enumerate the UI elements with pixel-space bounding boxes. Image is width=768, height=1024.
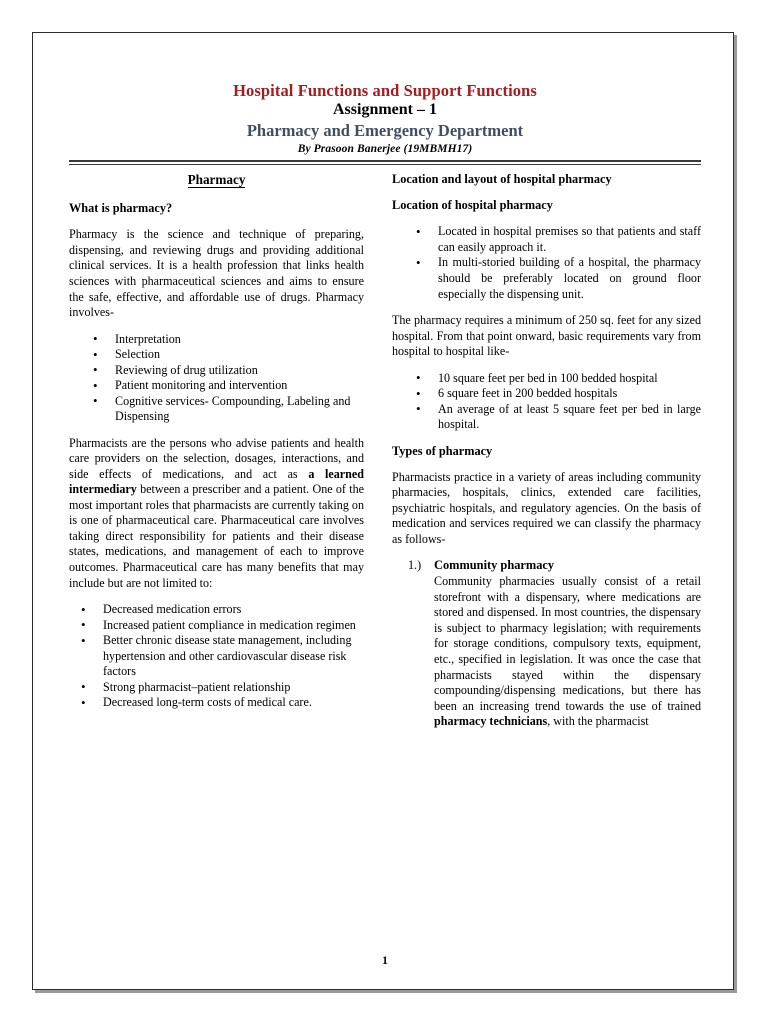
- list-item: • 10 square feet per bed in 100 bedded hospital: [392, 371, 701, 387]
- document-title-main: Hospital Functions and Support Functions: [233, 81, 537, 100]
- list-item: • Decreased medication errors: [69, 602, 364, 618]
- types-of-pharmacy-paragraph: Pharmacists practice in a variety of areas including community pharmacies, hospitals, clinics, extended care facilities, psychiatric hospitals, and regulatory agencies. On the basis of medication and services required we can classify the pharmacy as follows-: [392, 469, 701, 546]
- what-is-pharmacy-heading: What is pharmacy?: [69, 201, 173, 216]
- document-title-subtitle: Pharmacy and Emergency Department: [246, 121, 524, 141]
- pharmacists-paragraph-bold-phrase: a learned intermediary: [69, 466, 364, 497]
- list-item: • Located in hospital premises so that patients and staff can easily approach it.: [392, 224, 701, 255]
- types-of-pharmacy-heading: Types of pharmacy: [392, 443, 493, 458]
- pharmacists-paragraph: [69, 436, 364, 591]
- header-divider-rule: [69, 160, 701, 165]
- page-border-frame: [32, 32, 734, 990]
- pharmacy-definition-paragraph: Pharmacy is the science and technique of preparing, dispensing, and reviewing drugs and providing additional clinical services. It is a health profession that links health sciences with pharmaceutical sciences and aims to ensure the safe, effective, and affordable use of drugs. Pharmacy involves-: [69, 227, 364, 320]
- location-heading: Location of hospital pharmacy: [392, 198, 553, 213]
- pharmaceutical-care-benefits-list: [69, 602, 364, 711]
- list-item: • Cognitive services- Compounding, Labeling and Dispensing: [69, 394, 364, 425]
- list-item: • An average of at least 5 square feet per bed in large hospital.: [392, 402, 701, 433]
- document-byline: By Prasoon Banerjee (19MBMH17): [297, 142, 473, 155]
- list-item: • Strong pharmacist–patient relationship: [69, 680, 364, 696]
- page-number: 1: [382, 955, 388, 967]
- list-item: • Better chronic disease state management, including hypertension and other cardiovascular disease risk factors: [69, 633, 364, 680]
- numbered-list-item: [392, 558, 701, 729]
- list-item: • Interpretation: [69, 332, 364, 348]
- list-item: • 6 square feet in 200 bedded hospitals: [392, 386, 701, 402]
- location-layout-heading: Location and layout of hospital pharmacy: [392, 172, 612, 187]
- pharmacy-area-paragraph: The pharmacy requires a minimum of 250 sq. feet for any sized hospital. From that point onward, basic requirements vary from hospital to hospital like-: [392, 313, 701, 359]
- list-item-number: 1.): [408, 558, 422, 573]
- pharmacists-paragraph-part1: Pharmacists are the persons who advise patients and health care providers on the selection, dosages, interactions, and side effects of medications, and act as: [69, 435, 364, 481]
- community-pharmacy-body-part2: , with the pharmacist: [547, 714, 649, 729]
- community-pharmacy-body: [434, 574, 701, 729]
- pharmacy-involves-list: [69, 332, 364, 425]
- community-pharmacy-body-bold-phrase: pharmacy technicians: [434, 714, 548, 729]
- column-gutter: [372, 172, 392, 729]
- list-item: • Decreased long-term costs of medical care.: [69, 695, 364, 711]
- page-content-area: [69, 81, 701, 971]
- left-section-heading-text: Pharmacy: [187, 172, 246, 188]
- community-pharmacy-title: Community pharmacy: [434, 558, 555, 573]
- list-item: • In multi-storied building of a hospital, the pharmacy should be preferably located on ground floor especially the dispensing unit.: [392, 255, 701, 302]
- right-column: [392, 172, 701, 729]
- document-header: [69, 81, 701, 156]
- area-requirements-list: [392, 371, 701, 433]
- pharmacy-types-numbered-list: [392, 558, 701, 729]
- pharmacists-paragraph-part2: between a prescriber and a patient. One of the most important roles that pharmacists are currently taking on is one of pharmaceutical care. Pharmaceutical care involves taking direct responsibility for patients and their disease states, medications, and management of each to improve outcomes. Pharmaceutical care has many benefits that may include but are not limited to:: [69, 482, 364, 590]
- list-item: • Selection: [69, 347, 364, 363]
- list-item: • Patient monitoring and intervention: [69, 378, 364, 394]
- two-column-body: [69, 172, 701, 729]
- left-column: [69, 172, 372, 729]
- list-item: • Increased patient compliance in medication regimen: [69, 618, 364, 634]
- list-item: • Reviewing of drug utilization: [69, 363, 364, 379]
- left-section-heading: [69, 172, 364, 188]
- community-pharmacy-body-part1: Community pharmacies usually consist of a retail storefront with a dispensary, where medications are stored and dispensed. In most countries, the dispensary is subject to pharmacy legislation; with requirements for storage conditions, compulsory texts, equipment, etc., specified in legislation. It was once the case that pharmacists stayed within the dispensary compounding/dispensing medications, but there has been an increasing trend towards the use of trained: [434, 574, 701, 713]
- document-title-assignment: Assignment – 1: [332, 101, 437, 119]
- location-bullets-list: [392, 224, 701, 302]
